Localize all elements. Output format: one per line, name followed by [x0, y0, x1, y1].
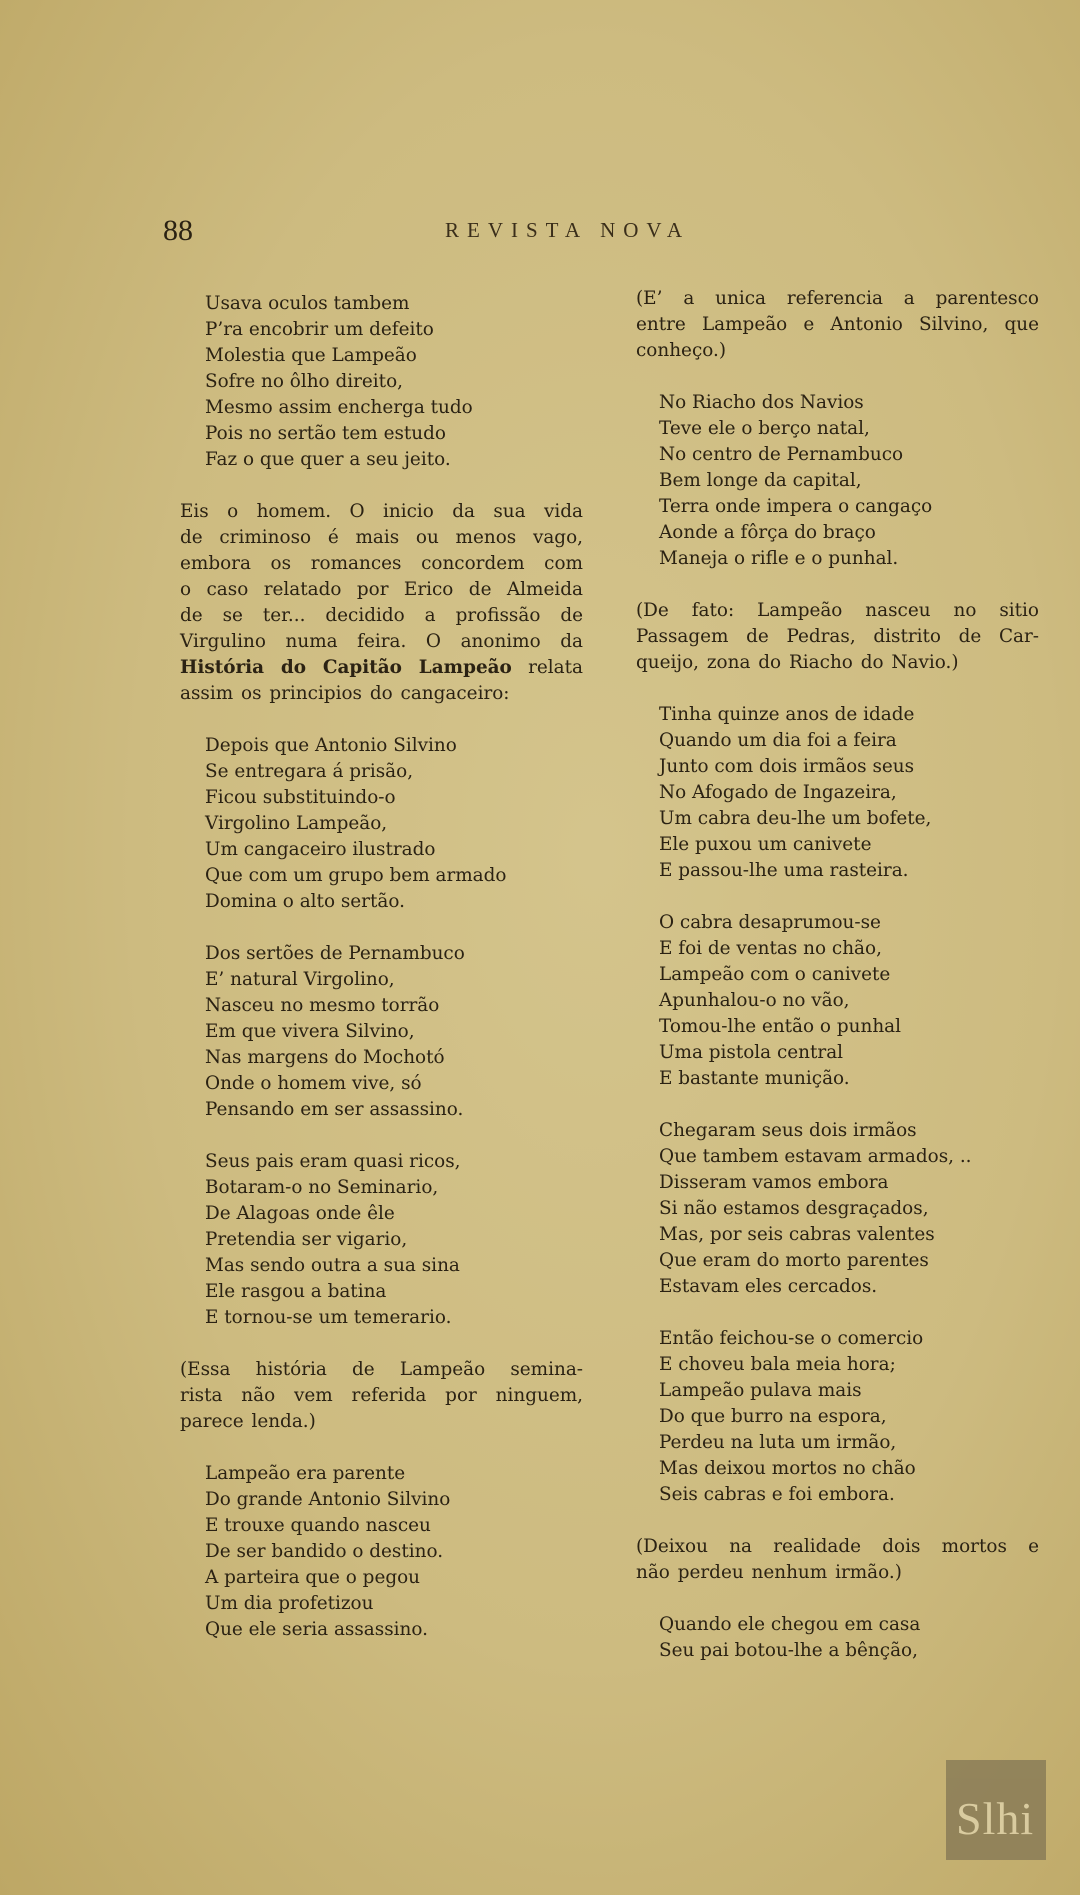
- verse-line: A parteira que o pegou: [205, 1567, 421, 1588]
- prose-line: (Deixou na realidade dois mortos e: [636, 1536, 1039, 1557]
- verse-line: Ficou substituindo-o: [205, 787, 396, 808]
- verse-line: Então feichou-se o comercio: [659, 1328, 924, 1349]
- verse-line: Seis cabras e foi embora.: [659, 1484, 895, 1505]
- verse-line: Um cabra deu-lhe um bofete,: [659, 808, 932, 829]
- prose-line: Eis o homem. O inicio da sua vida: [180, 501, 583, 522]
- prose-line: entre Lampeão e Antonio Silvino, que: [636, 314, 1039, 335]
- verse-line: Nas margens do Mochotó: [205, 1047, 445, 1068]
- verse-line: Dos sertões de Pernambuco: [205, 943, 465, 964]
- verse-line: Do que burro na espora,: [659, 1406, 887, 1427]
- verse-stanza: [205, 941, 583, 1123]
- verse-line: Si não estamos desgraçados,: [659, 1198, 929, 1219]
- verse-line: Nasceu no mesmo torrão: [205, 995, 440, 1016]
- prose-line: conheço.): [636, 340, 727, 361]
- verse-line: Lampeão pulava mais: [659, 1380, 862, 1401]
- verse-line: Mesmo assim encherga tudo: [205, 397, 473, 418]
- verse-line: E bastante munição.: [659, 1068, 850, 1089]
- verse-line: Onde o homem vive, só: [205, 1073, 422, 1094]
- verse-line: P’ra encobrir um defeito: [205, 319, 434, 340]
- verse-line: Ele rasgou a batina: [205, 1281, 387, 1302]
- prose-line: não perdeu nenhum irmão.): [636, 1562, 902, 1583]
- prose-line: o caso relatado por Erico de Almeida: [180, 579, 583, 600]
- verse-line: Seu pai botou-lhe a bênção,: [659, 1640, 918, 1661]
- verse-line: Chegaram seus dois irmãos: [659, 1120, 917, 1141]
- verse-line: O cabra desaprumou-se: [659, 912, 881, 933]
- prose-line: de criminoso é mais ou menos vago,: [180, 527, 583, 548]
- verse-line: E tornou-se um temerario.: [205, 1307, 452, 1328]
- verse-line: Lampeão com o canivete: [659, 964, 891, 985]
- prose-line: (Essa história de Lampeão semina-: [180, 1359, 583, 1380]
- prose-line: embora os romances concordem com: [180, 553, 583, 574]
- verse-line: E’ natural Virgolino,: [205, 969, 395, 990]
- prose-paragraph: [163, 1357, 583, 1435]
- verse-stanza: [659, 1326, 1039, 1508]
- page-number: 88: [163, 214, 193, 247]
- prose-fragment: relata: [511, 657, 583, 678]
- verse-line: Pensando em ser assassino.: [205, 1099, 464, 1120]
- verse-line: Pretendia ser vigario,: [205, 1229, 408, 1250]
- verse-line: Que ele seria assassino.: [205, 1619, 428, 1640]
- verse-stanza: [659, 910, 1039, 1092]
- verse-line: Que tambem estavam armados, ..: [659, 1146, 972, 1167]
- verse-line: Uma pistola central: [659, 1042, 844, 1063]
- verse-line: Quando ele chegou em casa: [659, 1614, 921, 1635]
- verse-line: Tinha quinze anos de idade: [659, 704, 915, 725]
- prose-paragraph: [619, 1534, 1039, 1586]
- verse-line: Mas deixou mortos no chão: [659, 1458, 916, 1479]
- verse-line: Junto com dois irmãos seus: [659, 756, 915, 777]
- verse-line: Se entregara á prisão,: [205, 761, 414, 782]
- verse-line: Mas, por seis cabras valentes: [659, 1224, 935, 1245]
- verse-line: Teve ele o berço natal,: [659, 418, 870, 439]
- page-header: [163, 214, 723, 247]
- prose-line: (E’ a unica referencia a parentesco: [636, 288, 1039, 309]
- book-title: História do Capitão Lampeão: [180, 657, 512, 678]
- verse-stanza: [659, 390, 1039, 572]
- verse-stanza: [205, 1461, 583, 1643]
- watermark-logo: [946, 1760, 1046, 1860]
- verse-line: E foi de ventas no chão,: [659, 938, 882, 959]
- prose-line: assim os principios do cangaceiro:: [180, 683, 510, 704]
- verse-line: E passou-lhe uma rasteira.: [659, 860, 909, 881]
- prose-line: [163, 655, 583, 681]
- prose-line: de se ter... decidido a profissão de: [180, 605, 583, 626]
- prose-line: rista não vem referida por ninguem,: [180, 1385, 583, 1406]
- verse-line: Faz o que quer a seu jeito.: [205, 449, 451, 470]
- verse-line: Botaram-o no Seminario,: [205, 1177, 439, 1198]
- verse-line: No Riacho dos Navios: [659, 392, 864, 413]
- verse-line: Que com um grupo bem armado: [205, 865, 507, 886]
- verse-line: No centro de Pernambuco: [659, 444, 904, 465]
- verse-line: Domina o alto sertão.: [205, 891, 405, 912]
- verse-line: E choveu bala meia hora;: [659, 1354, 896, 1375]
- verse-line: Lampeão era parente: [205, 1463, 406, 1484]
- prose-paragraph: [619, 286, 1039, 364]
- verse-stanza: [205, 291, 583, 473]
- verse-line: No Afogado de Ingazeira,: [659, 782, 897, 803]
- verse-stanza: [205, 1149, 583, 1331]
- verse-line: Seus pais eram quasi ricos,: [205, 1151, 461, 1172]
- verse-stanza: [659, 1612, 1039, 1664]
- prose-line: parece lenda.): [180, 1411, 316, 1432]
- verse-line: Tomou-lhe então o punhal: [659, 1016, 902, 1037]
- verse-line: Quando um dia foi a feira: [659, 730, 897, 751]
- verse-stanza: [659, 702, 1039, 884]
- verse-line: Um dia profetizou: [205, 1593, 374, 1614]
- verse-line: Do grande Antonio Silvino: [205, 1489, 451, 1510]
- verse-line: Pois no sertão tem estudo: [205, 423, 446, 444]
- right-column: [619, 286, 1039, 1690]
- verse-line: Sofre no ôlho direito,: [205, 371, 403, 392]
- verse-line: Terra onde impera o cangaço: [659, 496, 933, 517]
- verse-line: E trouxe quando nasceu: [205, 1515, 431, 1536]
- verse-line: Virgolino Lampeão,: [205, 813, 388, 834]
- verse-line: Um cangaceiro ilustrado: [205, 839, 436, 860]
- prose-line: Passagem de Pedras, distrito de Car-: [636, 626, 1039, 647]
- verse-line: Aonde a fôrça do braço: [659, 522, 876, 543]
- verse-stanza: [659, 1118, 1039, 1300]
- verse-line: De ser bandido o destino.: [205, 1541, 444, 1562]
- prose-paragraph: [163, 499, 583, 707]
- verse-stanza: [205, 733, 583, 915]
- verse-line: Estavam eles cercados.: [659, 1276, 878, 1297]
- verse-line: De Alagoas onde êle: [205, 1203, 395, 1224]
- verse-line: Em que vivera Silvino,: [205, 1021, 415, 1042]
- verse-line: Perdeu na luta um irmão,: [659, 1432, 897, 1453]
- prose-paragraph: [619, 598, 1039, 676]
- prose-line: Virgulino numa feira. O anonimo da: [180, 631, 583, 652]
- verse-line: Molestia que Lampeão: [205, 345, 417, 366]
- verse-line: Usava oculos tambem: [205, 293, 410, 314]
- verse-line: Mas sendo outra a sua sina: [205, 1255, 460, 1276]
- verse-line: Bem longe da capital,: [659, 470, 862, 491]
- verse-line: Apunhalou-o no vão,: [659, 990, 850, 1011]
- verse-line: Que eram do morto parentes: [659, 1250, 929, 1271]
- verse-line: Depois que Antonio Silvino: [205, 735, 457, 756]
- left-column: [163, 291, 583, 1669]
- verse-line: Maneja o rifle e o punhal.: [659, 548, 899, 569]
- watermark-text: Slhi: [956, 1793, 1035, 1844]
- verse-line: Disseram vamos embora: [659, 1172, 889, 1193]
- prose-line: queijo, zona do Riacho do Navio.): [636, 652, 959, 673]
- running-title: REVISTA NOVA: [445, 218, 691, 242]
- prose-line: (De fato: Lampeão nasceu no sitio: [636, 600, 1039, 621]
- verse-line: Ele puxou um canivete: [659, 834, 872, 855]
